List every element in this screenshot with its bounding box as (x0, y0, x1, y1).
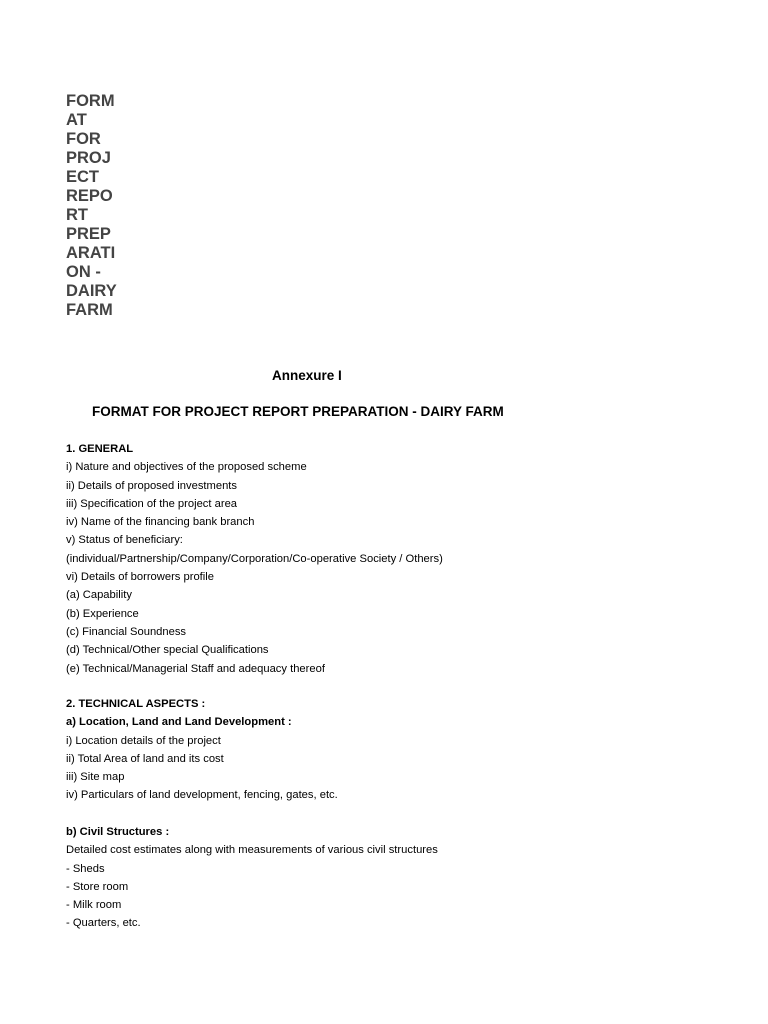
technical-subheading: a) Location, Land and Land Development : (66, 716, 292, 729)
technical-item: i) Location details of the project (66, 734, 221, 747)
general-item: (a) Capability (66, 589, 132, 602)
civil-item: - Quarters, etc. (66, 917, 141, 930)
technical-item: iv) Particulars of land development, fencing, gates, etc. (66, 789, 338, 802)
civil-item: - Sheds (66, 862, 105, 875)
general-heading: 1. GENERAL (66, 443, 134, 455)
general-section (66, 440, 443, 678)
format-heading: FORMAT FOR PROJECT REPORT PREPARATION - DAIRY FARM (92, 404, 504, 419)
general-item: iv) Name of the financing bank branch (66, 516, 255, 529)
technical-item: ii) Total Area of land and its cost (66, 752, 224, 765)
technical-section (66, 695, 338, 805)
civil-item: - Milk room (66, 899, 122, 912)
general-item: (e) Technical/Managerial Staff and adequacy thereof (66, 662, 325, 675)
civil-item: Detailed cost estimates along with measurements of various civil structures (66, 844, 438, 857)
general-item: (individual/Partnership/Company/Corporation/Co-operative Society / Others) (66, 552, 443, 565)
general-item: vi) Details of borrowers profile (66, 571, 214, 584)
general-item: (d) Technical/Other special Qualifications (66, 644, 269, 657)
general-item: ii) Details of proposed investments (66, 479, 237, 492)
technical-heading: 2. TECHNICAL ASPECTS : (66, 698, 206, 710)
civil-item: - Store room (66, 880, 129, 893)
civil-heading: b) Civil Structures : (66, 826, 170, 838)
general-item: v) Status of beneficiary: (66, 534, 183, 547)
general-item: i) Nature and objectives of the proposed scheme (66, 461, 307, 474)
general-item: (b) Experience (66, 607, 139, 620)
general-item: (c) Financial Soundness (66, 625, 187, 638)
technical-item: iii) Site map (66, 771, 125, 784)
civil-structures-section (66, 823, 438, 933)
general-item: iii) Specification of the project area (66, 497, 238, 510)
annexure-label: Annexure I (272, 368, 342, 383)
document-title: FORM AT FOR PROJ ECT REPO RT PREP ARATI ON - DAIRY FARM (66, 92, 117, 319)
